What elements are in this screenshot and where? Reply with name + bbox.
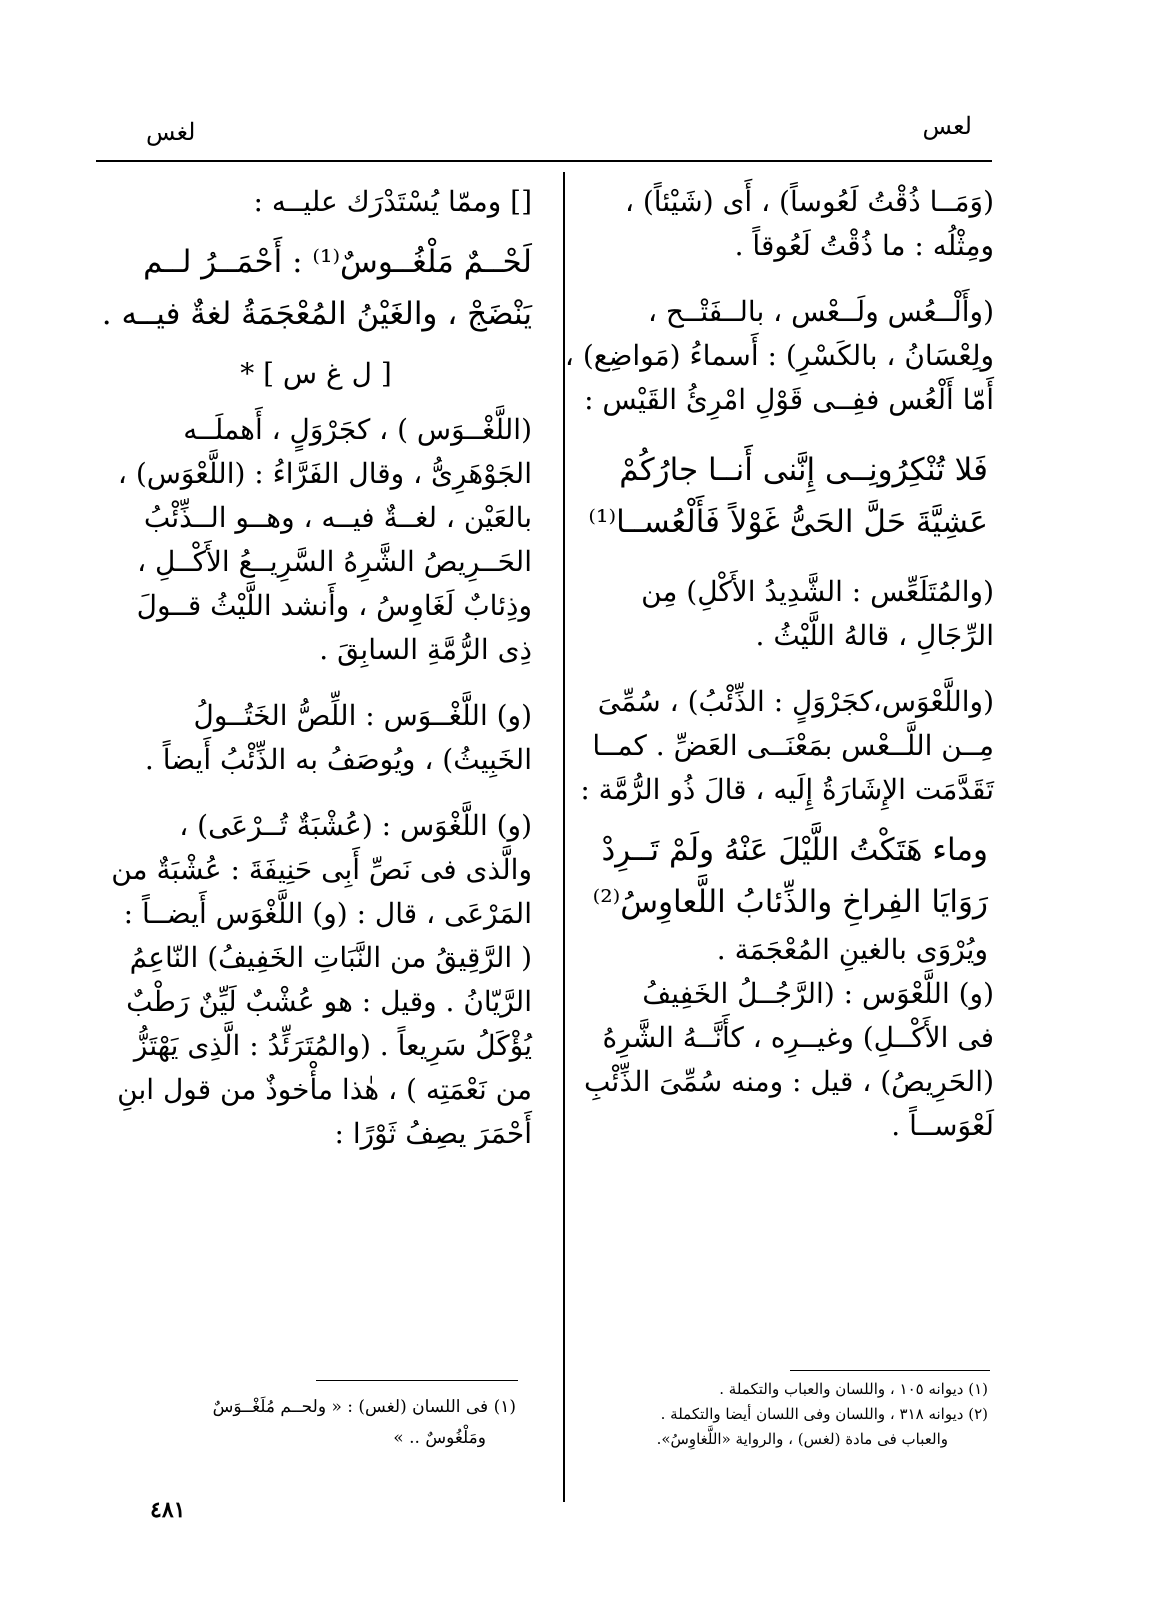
text-line: (وأَلْــعُس ولَــعْس ، بالــفَتْــح ، <box>647 295 994 328</box>
text-line: (و) اللَّغْــوَس : اللِّصُّ الخَتُــولُ <box>193 699 532 732</box>
verse-line: رَوَايَا الفِراخِ والذِّئابُ اللَّعاوِسُ⁽²⁾ <box>592 884 988 920</box>
left-column <box>100 180 532 1156</box>
text-line: (و) اللَّغْوَس : (عُشْبَةٌ تُــرْعَى) ، <box>179 809 532 842</box>
text-line: ومِثْلُه : ما ذُقْتُ لَعُوقاً . <box>734 229 994 262</box>
text-line: المَرْعَى ، قال : (و) اللَّغْوَس أَيضــاً : <box>123 897 532 930</box>
text-line: ( الرَّقِيقُ من النَّبَاتِ الخَفِيفُ) النّاعِمُ <box>129 941 532 974</box>
text-line: مِــن اللَّــعْس بمَعْنَــى العَضِّ . كمــا <box>592 729 994 762</box>
text-line: ذِى الرُّمَّةِ السابِقَ . <box>319 633 532 666</box>
text-line: ويُرْوَى بالغينِ المُعْجَمَة . <box>716 933 988 966</box>
footnote-line: ومَلْغُوسٌ .. » <box>393 1428 486 1448</box>
footnote-line: (١) فى اللسان (لغس) : « ولحــم مُلَغْــوَسٌ <box>212 1397 516 1417</box>
entry-heading: [ ل غ س ] * <box>240 357 392 390</box>
verse-line: وماء هَتَكْتُ اللَّيْلَ عَنْهُ ولَمْ تَــرِدْ <box>601 832 988 868</box>
text-line: (الحَرِيصُ) ، قيل : ومنه سُمِّىَ الذِّئْبِ <box>584 1065 994 1098</box>
text-line: الخَبِيثُ) ، ويُوصَفُ به الذِّئْبُ أَيضاً . <box>144 743 532 776</box>
header-rule <box>96 160 992 162</box>
text-line: (والمُتَلَعِّس : الشَّدِيدُ الأَكْلِ) مِن <box>641 575 994 608</box>
text-line: ولِعْسَانُ ، بالكَسْرِ) : أَسماءُ (مَواضِع) ، <box>564 339 994 372</box>
footnote-line: والعباب فى مادة (لغس) ، والرواية «اللَّغاوِسُ». <box>656 1430 948 1448</box>
verse-line: عَشِيَّةَ حَلَّ الحَىُّ غَوْلاً فَأَلْعُســا⁽¹⁾ <box>588 504 988 540</box>
text-line: يُؤْكَلُ سَرِيعاً . (والمُتَرَئِّدُ : الَّذِى يَهْتَزُّ <box>133 1029 532 1062</box>
text-line: فى الأَكْــلِ) وغيــرِه ، كأَنَّــهُ الشَّرِهُ <box>602 1021 994 1054</box>
running-header-left: لغس <box>146 118 196 146</box>
text-line: أَحْمَرَ يصِفُ ثَوْرًا : <box>334 1117 532 1150</box>
footnote-line: (١) ديوانه ١٠٥ ، واللسان والعباب والتكملة . <box>719 1380 988 1398</box>
text-line: أَمّا أَلْعُس ففِــى قَوْلِ امْرِئُ القَيْس : <box>584 383 994 416</box>
page-number: ٤٨١ <box>150 1497 186 1523</box>
text-line: [] وممّا يُسْتَدْرَك عليــه : <box>253 185 532 218</box>
text-line: من نَعْمَتِه ) ، هٰذا مأْخوذٌ من قول ابنِ <box>117 1073 532 1106</box>
text-line: يَنْضَجْ ، والغَيْنُ المُعْجَمَةُ لغةٌ فيــه . <box>101 296 532 332</box>
text-line: الحَــرِيصُ الشَّرِهُ السَّرِيــعُ الأَكْــلِ ، <box>137 545 532 578</box>
footnotes-left <box>160 1392 516 1454</box>
text-line: والَّذى فى نَصِّ أَبِى حَنِيفَةَ : عُشْبَةٌ من <box>111 853 532 886</box>
text-line: بالعَيْن ، لغــةٌ فيــه ، وهــو الــذِّئْبُ <box>143 501 532 534</box>
footnote-rule-right <box>790 1370 990 1371</box>
text-line: لَحْــمٌ مَلْغُــوسٌ⁽¹⁾ : أَحْمَــرُ لــم <box>143 244 532 280</box>
text-line: (واللَّعْوَس،كجَرْوَلٍ : الذِّئْبُ) ، سُمِّىَ <box>597 685 994 718</box>
text-line: الجَوْهَرِىُّ ، وقال الفَرَّاءُ : (اللَّعْوَس) ، <box>117 457 532 490</box>
footnotes-right <box>590 1377 988 1452</box>
footnote-line: (٢) ديوانه ٣١٨ ، واللسان وفى اللسان أيضا والتكملة . <box>660 1405 988 1423</box>
text-line: الرِّجَالِ ، قالهُ اللَّيْثُ . <box>755 619 994 652</box>
text-line: الرَّيّانُ . وقيل : هو عُشْبٌ لَيِّنٌ رَطْبٌ <box>126 985 532 1018</box>
verse-line: فَلا تُنْكِرُونِــى إِنَّنى أَنــا جارُكُمْ <box>619 452 988 488</box>
text-line: (اللَّغْــوَس ) ، كجَرْوَلٍ ، أَهملَــه <box>183 413 532 446</box>
text-line: (و) اللَّعْوَس : (الرَّجُــلُ الخَفِيفُ <box>642 977 994 1010</box>
right-column <box>564 180 994 1148</box>
text-line: (وَمَــا ذُقْتُ لَعُوساً) ، أَى (شَيْئاً) ، <box>624 185 994 218</box>
text-line: لَعْوَســاً . <box>891 1109 994 1142</box>
footnote-rule-left <box>316 1380 518 1381</box>
text-line: تَقَدَّمَت الإِشَارَةُ إِلَيه ، قالَ ذُو الرُّمَّة : <box>580 773 994 806</box>
text-line: وذِئابٌ لَغَاوِسُ ، وأَنشد اللَّيْثُ قــولَ <box>136 589 532 622</box>
running-header-right: لعس <box>922 112 972 140</box>
